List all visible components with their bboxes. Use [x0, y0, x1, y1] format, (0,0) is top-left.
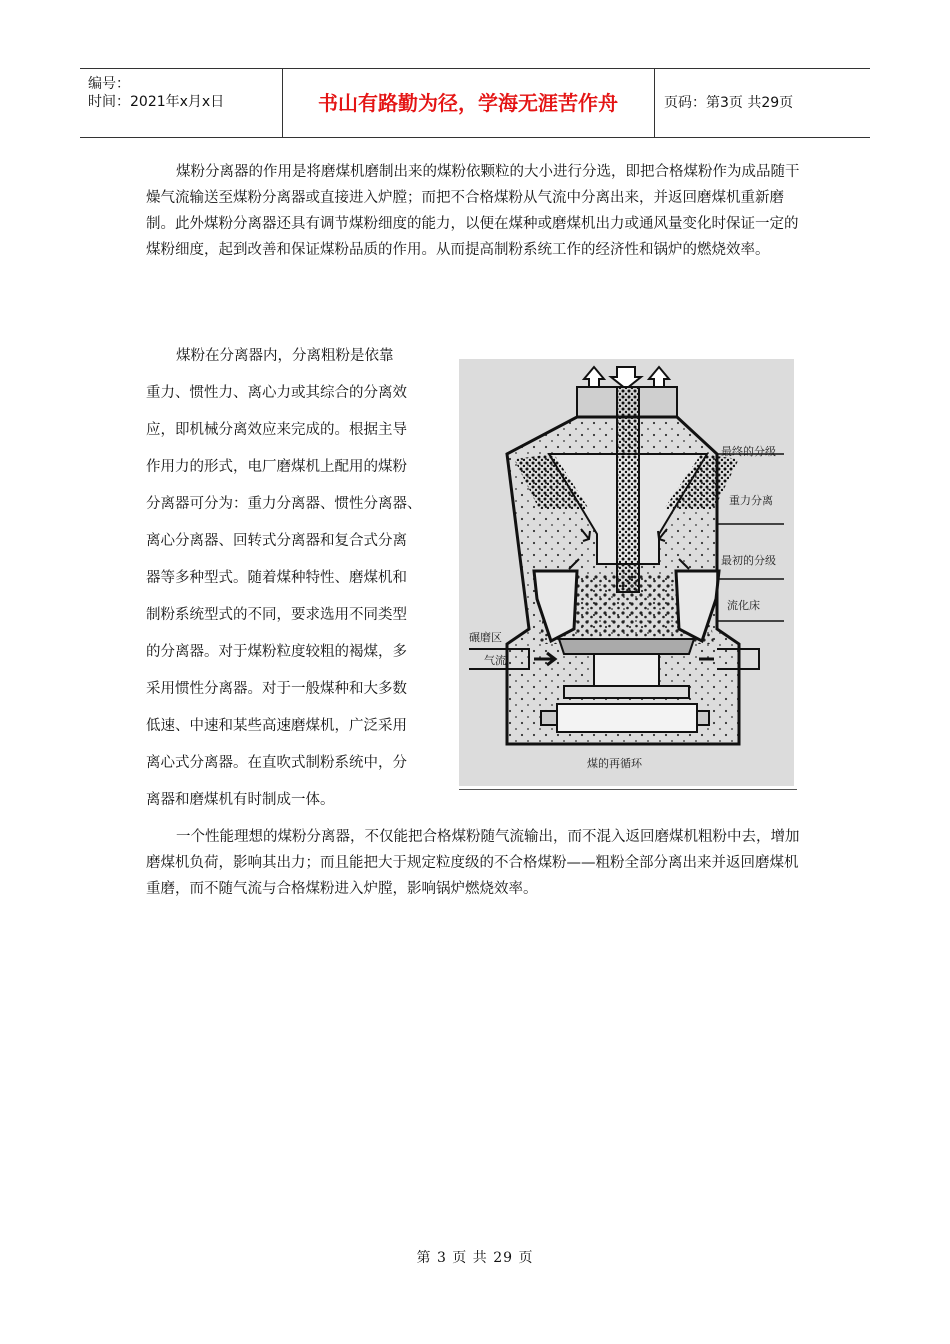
paragraph-2-line: 器等多种型式。随着煤种特性、磨煤机和 — [146, 570, 407, 586]
header-page-info: 页码：第3页 共29页 — [664, 95, 794, 111]
paragraph-2-line: 重力、惯性力、离心力或其综合的分离效 — [146, 385, 407, 401]
document-time-label: 时间：2021年x月x日 — [88, 94, 225, 110]
label-gravity-separation: 重力分离 — [729, 494, 773, 507]
document-number-label: 编号： — [88, 76, 130, 92]
label-airflow: 气流 — [484, 654, 506, 667]
paragraph-2-line: 的分离器。对于煤粉粒度较粗的褐煤，多 — [146, 644, 407, 660]
paragraph-2-line: 低速、中速和某些高速磨煤机，广泛采用 — [146, 718, 407, 734]
page-footer: 第 3 页 共 29 页 — [416, 1250, 534, 1266]
separator-diagram — [459, 359, 794, 786]
paragraph-2-line: 作用力的形式，电厂磨煤机上配用的煤粉 — [146, 459, 407, 475]
paragraph-2-line: 采用惯性分离器。对于一般煤种和大多数 — [146, 681, 407, 697]
header-motto: 书山有路勤为径，学海无涯苦作舟 — [318, 91, 618, 115]
paragraph-2-line: 离器和磨煤机有时制成一体。 — [146, 792, 335, 808]
figure-underline — [459, 789, 797, 790]
label-fluidized-bed: 流化床 — [727, 599, 760, 612]
paragraph-1: 煤粉分离器的作用是将磨煤机磨制出来的煤粉依颗粒的大小进行分选，即把合格煤粉作为成品随干燥气流输送至煤粉分离器或直接进入炉膛；而把不合格煤粉从气流中分离出来，并返回磨煤机重新磨制。此外煤粉分离器还具有调节煤粉细度的能力，以便在煤种或磨煤机出力或通风量变化时保证一定的煤粉细度，起到改善和保证煤粉品质的作用。从而提高制粉系统工作的经济性和锅炉的燃烧效率。 — [146, 164, 800, 258]
label-final-grading: 最终的分级 — [721, 445, 776, 458]
paragraph-2-line: 离心分离器、回转式分离器和复合式分离 — [146, 533, 407, 549]
paragraph-2-line: 离心式分离器。在直吹式制粉系统中，分 — [146, 755, 407, 771]
label-initial-grading: 最初的分级 — [721, 554, 776, 567]
document-header — [80, 68, 870, 138]
label-grinding-zone: 碾磨区 — [469, 631, 502, 644]
paragraph-2-line: 分离器可分为：重力分离器、惯性分离器、 — [146, 496, 422, 512]
label-coal-recirculation: 煤的再循环 — [587, 757, 642, 770]
paragraph-3: 一个性能理想的煤粉分离器，不仅能把合格煤粉随气流输出，而不混入返回磨煤机粗粉中去，增加磨煤机负荷，影响其出力；而且能把大于规定粒度级的不合格煤粉——粗粉全部分离出来并返回磨煤机重磨，而不随气流与合格煤粉进入炉膛，影响锅炉燃烧效率。 — [146, 829, 800, 897]
paragraph-2-line: 应，即机械分离效应来完成的。根据主导 — [146, 422, 407, 438]
paragraph-2-line: 煤粉在分离器内，分离粗粉是依靠 — [176, 348, 394, 364]
paragraph-2-line: 制粉系统型式的不同，要求选用不同类型 — [146, 607, 407, 623]
header-divider — [654, 69, 655, 137]
